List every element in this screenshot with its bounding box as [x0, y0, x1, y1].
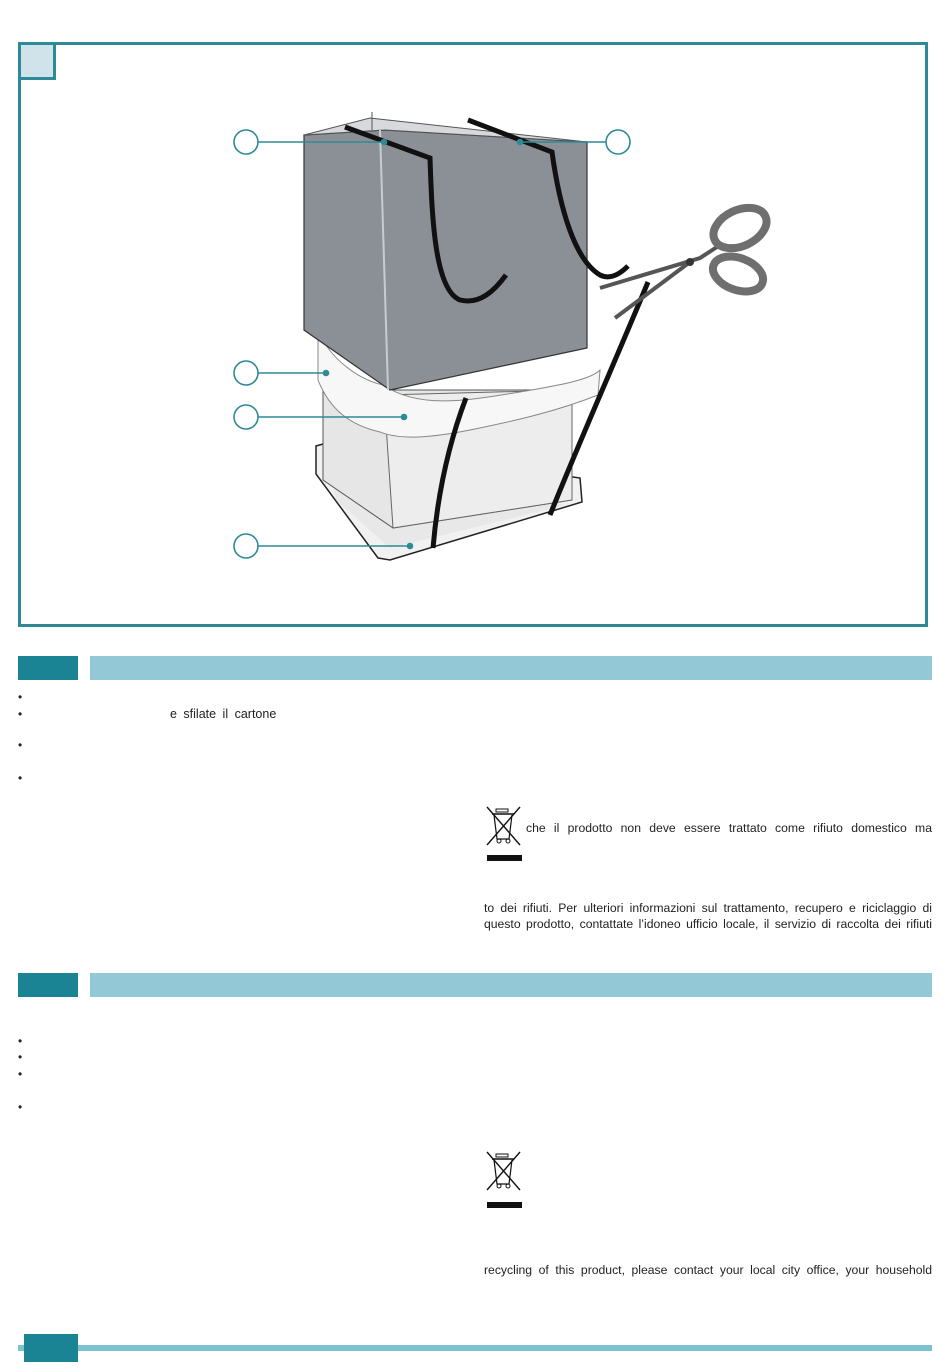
bullet-marker: • [18, 738, 23, 752]
section-1-weee-tail-1: to dei rifiuti. Per ulteriori informazioni sul trattamento, recupero e riciclaggio di [484, 901, 932, 915]
section-1-tab [18, 656, 78, 680]
bullet-marker: • [18, 1100, 23, 1114]
callout-4 [234, 405, 258, 429]
callout-1 [234, 130, 258, 154]
weee-bin-icon [484, 1150, 524, 1208]
section-1-bullet-2: e sfilate il cartone [170, 707, 277, 721]
weee-bin-icon [484, 805, 524, 863]
carton-box [304, 130, 587, 390]
callout-3 [234, 361, 258, 385]
section-2-weee-tail-1: recycling of this product, please contact your local city office, your household [484, 1263, 932, 1277]
callout-5 [234, 534, 258, 558]
page-number-tab [24, 1334, 78, 1362]
section-2-bar [90, 973, 932, 997]
bullet-marker: • [18, 1034, 23, 1048]
section-2-tab [18, 973, 78, 997]
section-1-weee-text: che il prodotto non deve essere trattato come rifiuto domestico ma [526, 821, 932, 835]
bullet-marker: • [18, 707, 23, 721]
footer-bar [18, 1345, 932, 1351]
bullet-marker: • [18, 690, 23, 704]
section-1-bar [90, 656, 932, 680]
unpacking-illustration [0, 0, 950, 640]
bullet-marker: • [18, 771, 23, 785]
bullet-marker: • [18, 1067, 23, 1081]
scissors-icon [600, 200, 773, 318]
callout-2 [606, 130, 630, 154]
section-1-weee-tail-2: questo prodotto, contattate l’idoneo ufficio locale, il servizio di raccolta dei rifiuti [484, 917, 932, 931]
bullet-marker: • [18, 1050, 23, 1064]
